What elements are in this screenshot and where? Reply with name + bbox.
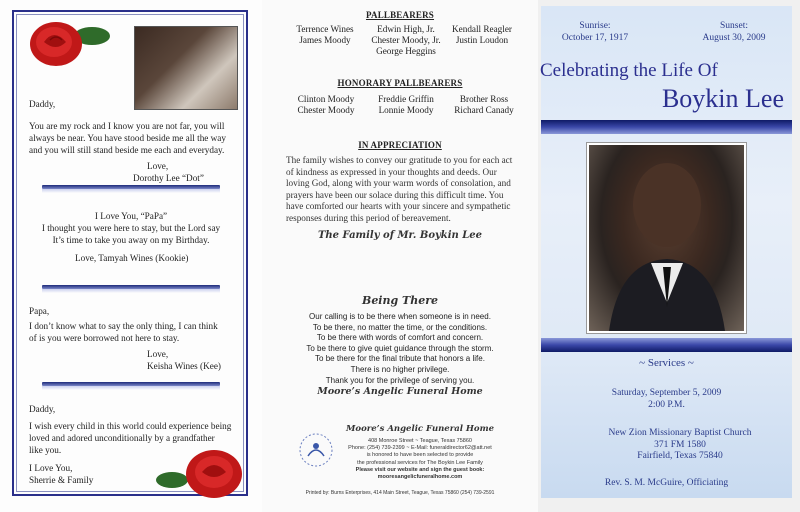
printer-credit: Printed by: Burns Enterprises, 414 Main Street, Teague, Texas 75860 (254) 739-2591 [305, 490, 495, 496]
pallbearers-heading: PALLBEARERS [365, 10, 435, 20]
info-line: Please visit our website and sign the guest book: [355, 466, 485, 473]
pallbearer-name: Chester Moody [297, 105, 355, 115]
divider-bar [42, 285, 220, 289]
honorary-column [290, 94, 362, 116]
pallbearer-name: Brother Ross [459, 94, 509, 104]
honorary-heading: HONORARY PALLBEARERS [337, 78, 463, 88]
appreciation-line: responses during this period of bereavement. [286, 212, 451, 223]
funeral-home-logo-icon [298, 432, 334, 468]
officiating-text: Rev. S. M. McGuire, Officiating [604, 478, 729, 488]
honorary-column [446, 94, 522, 116]
signature-love: Love, [147, 161, 169, 171]
honorary-column [370, 94, 442, 116]
poem-line: To be there, no matter the time, or the conditions. [312, 322, 488, 332]
message-line: I wish every child in this world could experience being [29, 421, 232, 431]
appreciation-line: have comforted our hearts with your sincere and sympathetic [286, 201, 511, 211]
sunset-date: August 30, 2009 [702, 33, 766, 43]
sunrise-label: Sunrise: [579, 21, 611, 31]
pallbearer-name: Lonnie Moody [378, 105, 434, 115]
sunset-label: Sunset: [720, 21, 748, 31]
message-line: and you will still stand beside me each and everyday. [29, 145, 225, 155]
signature-name: Love, Tamyah Wines (Kookie) [75, 253, 189, 263]
signature-name: Sherrie & Family [29, 475, 94, 485]
poem-line: Thank you for the privilege of serving you. [325, 375, 475, 385]
greeting-daddy: Daddy, [29, 404, 56, 414]
info-line: the professional services for The Boykin Lee Family [357, 459, 483, 466]
sunrise-date: October 17, 1917 [561, 33, 629, 43]
church-address [568, 428, 792, 463]
message-line: always be near. You have stood beside me all the way [29, 133, 226, 143]
message-keisha [29, 320, 234, 344]
service-date: Saturday, September 5, 2009 [611, 388, 722, 398]
message-line: You are my rock and I know you are not far, you will [29, 121, 225, 131]
poem-line: Our calling is to be there when someone is in need. [309, 312, 491, 321]
pallbearers-column [366, 24, 446, 57]
portrait-photo [587, 143, 746, 333]
appreciation-line: loving God, along with your warm words of consolation, and [286, 178, 511, 188]
funeral-home-name: Moore’s Angelic Funeral Home [346, 424, 494, 434]
signature-name: Keisha Wines (Kee) [147, 361, 221, 371]
pallbearer-name: Justin Loudon [455, 35, 509, 45]
family-signature: The Family of Mr. Boykin Lee [317, 230, 483, 241]
pallbearer-name: Edwin High, Jr. [377, 24, 435, 34]
appreciation-line: prayers have been our solace during this difficult time. You [286, 189, 504, 200]
greeting-daddy: Daddy, [29, 99, 56, 109]
pallbearer-name: Terrence Wines [296, 24, 354, 34]
appreciation-line: of kindness as expressed in your thoughts and deeds. Our [286, 166, 497, 177]
sunset-block [688, 20, 780, 44]
church-city: Fairfield, Texas 75840 [637, 451, 723, 461]
top-divider-bar [541, 120, 792, 134]
service-datetime [541, 388, 792, 411]
signature-name: Dorothy Lee “Dot” [133, 173, 204, 183]
service-time: 2:00 P.M. [648, 399, 685, 410]
divider-bar [42, 382, 220, 386]
pallbearer-name: George Heggins [376, 46, 436, 56]
pallbearer-name: Kendall Reagler [452, 24, 512, 34]
greeting-papa: Papa, [29, 306, 50, 316]
divider-bar [42, 185, 220, 189]
church-street: 371 FM 1580 [654, 439, 706, 450]
deceased-name: Boykin Lee [661, 84, 784, 113]
appreciation-heading: IN APPRECIATION [358, 140, 442, 150]
bottom-divider-bar [541, 338, 792, 352]
red-rose-icon [14, 14, 110, 70]
message-line: loved and adored unconditionally by a grandfather [29, 433, 215, 443]
signature-love: I Love You, [29, 463, 73, 473]
pallbearer-name: Freddie Griffin [378, 94, 434, 104]
message-tamyah [20, 210, 242, 246]
pallbearer-name: Richard Canady [454, 105, 514, 115]
message-sherrie [29, 420, 234, 456]
message-line: of is you were borrowed not here to stay. [29, 333, 180, 343]
sunrise-block [552, 20, 638, 44]
signature-love: Love, [147, 349, 169, 359]
appreciation-text [286, 155, 526, 224]
message-line: like you. [29, 445, 62, 455]
info-line: is honored to have been selected to provide [366, 452, 474, 459]
message-line: It’s time to take you away on my Birthday. [52, 235, 210, 245]
being-there-poem [262, 312, 538, 386]
pallbearer-name: Chester Moody, Jr. [371, 35, 441, 45]
info-line: Phone: (254) 739-2399 ~ E-Mail: funeraldirector62@att.net [348, 445, 492, 452]
poem-line: There is no higher privilege. [350, 364, 450, 374]
celebrating-heading: Celebrating the Life Of [540, 60, 718, 81]
pallbearers-column [446, 24, 518, 46]
message-line: I don’t know what to say the only thing, I can think [29, 321, 218, 331]
pallbearer-name: James Moody [299, 35, 351, 45]
pallbearers-column [290, 24, 360, 46]
message-line: I Love You, “PaPa” [94, 211, 168, 221]
portrait-silhouette [589, 145, 744, 331]
services-heading: ~ Services ~ [639, 357, 694, 369]
appreciation-line: The family wishes to convey our gratitude to you for each act [286, 155, 513, 165]
middle-panel [262, 0, 538, 512]
being-there-title: Being There [362, 294, 438, 307]
info-line: 408 Monroe Street ~ Teague, Texas 75860 [368, 438, 472, 444]
website-text: mooresangelicfuneralhome.com [377, 474, 463, 481]
message-dot [29, 120, 234, 156]
funeral-home-info [336, 438, 504, 481]
poem-line: To be there to give quiet guidance through the storm. [306, 343, 494, 353]
left-panel [0, 0, 262, 512]
poem-line: To be there with words of comfort and concern. [316, 333, 484, 343]
funeral-home-signature: Moore’s Angelic Funeral Home [317, 386, 483, 397]
poem-line: To be there for the final tribute that honors a life. [315, 354, 485, 364]
church-name: New Zion Missionary Baptist Church [608, 428, 752, 438]
message-line: I thought you were here to stay, but the Lord say [41, 223, 221, 233]
pallbearer-name: Clinton Moody [297, 94, 355, 104]
